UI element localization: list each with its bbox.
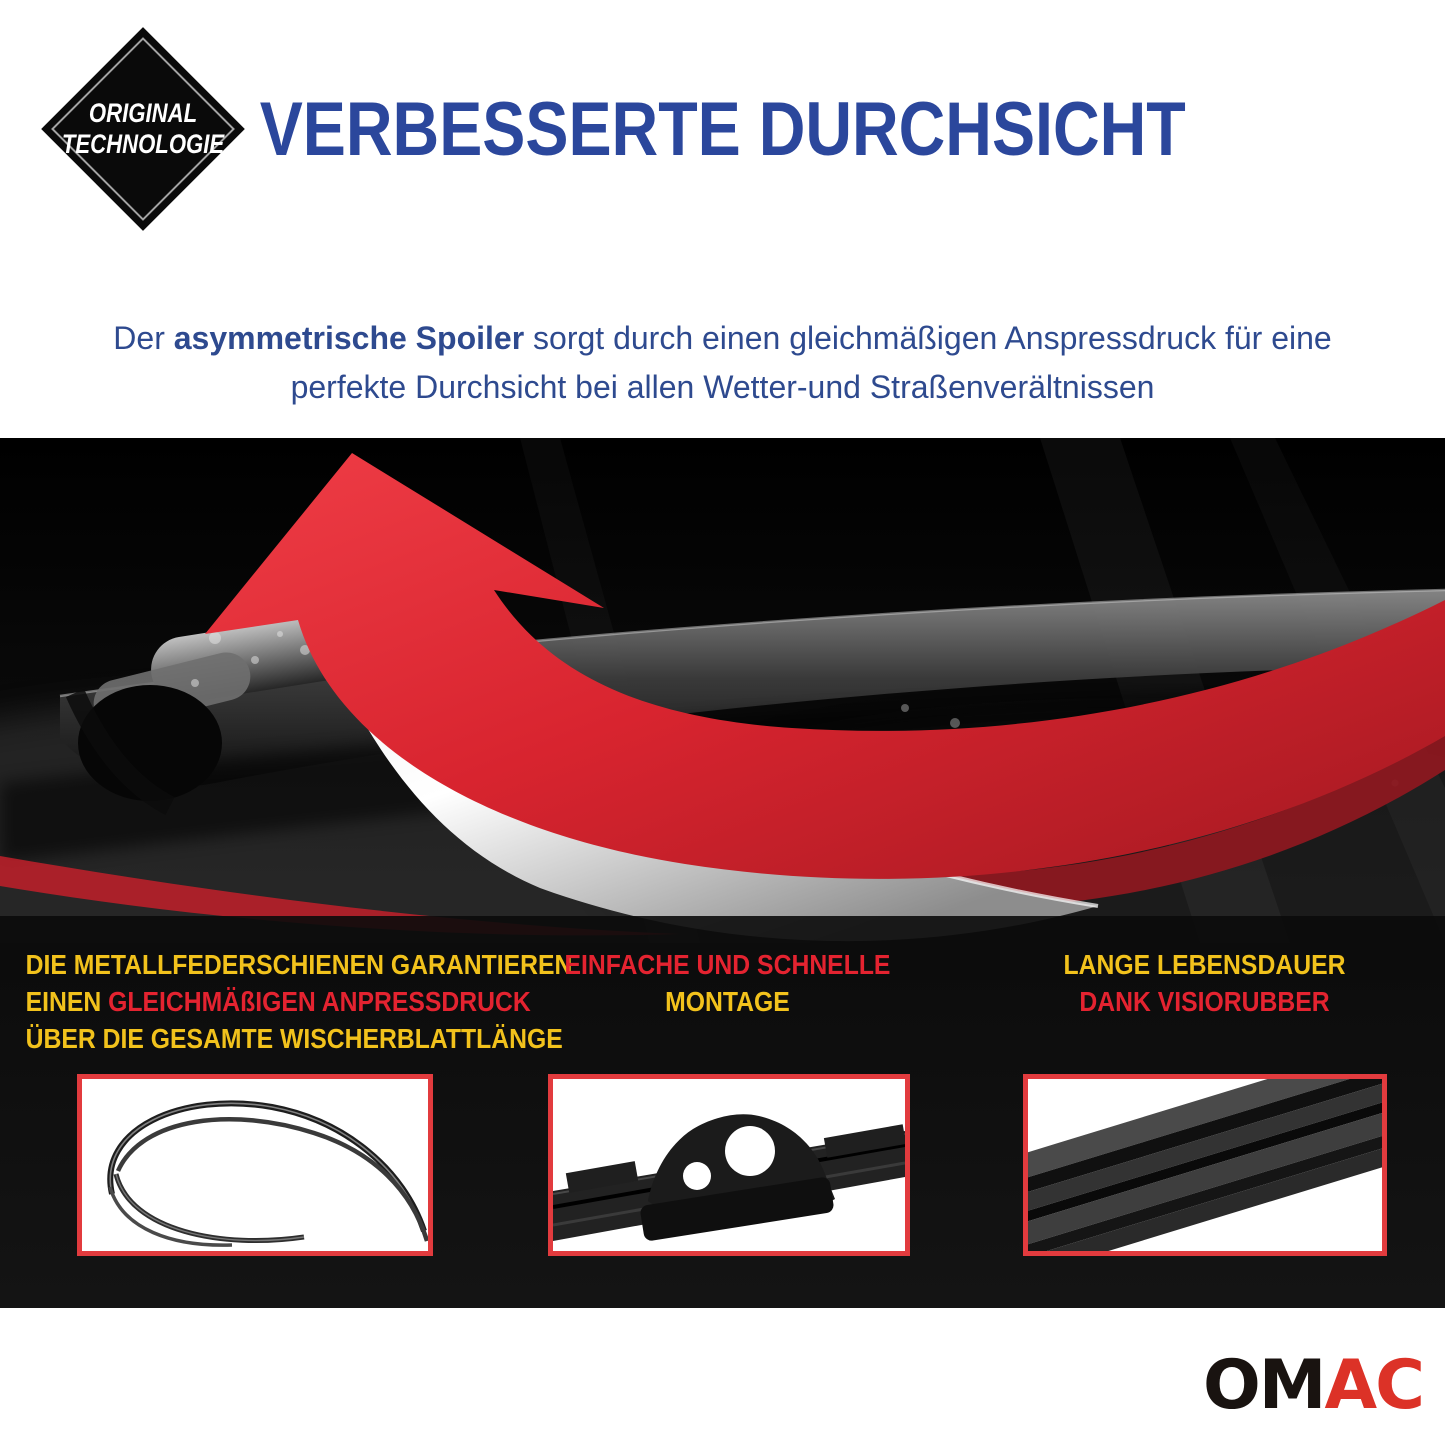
photo-mounting-adapter: [548, 1074, 910, 1256]
feature-line-part: GLEICHMÄßIGEN ANPRESSDRUCK: [108, 986, 531, 1017]
feature-captions: [0, 946, 1445, 1076]
badge-text: [40, 26, 246, 232]
intro-text-c: sorgt durch einen gleichmäßigen Anspressdruck für eine: [524, 320, 1332, 356]
feature-long-life: [962, 946, 1445, 1020]
feature-line: DANK VISIORUBBER: [1079, 986, 1330, 1017]
intro-line-2: perfekte Durchsicht bei allen Wetter-und Straßenverältnissen: [290, 369, 1155, 405]
omac-logo-red-part: AC: [1324, 1346, 1423, 1425]
feature-line: DIE METALLFEDERSCHIENEN GARANTIEREN: [25, 949, 573, 980]
photo-rubber-blade: [1023, 1074, 1387, 1256]
feature-line: EINFACHE UND SCHNELLE: [564, 949, 891, 980]
feature-line: LANGE LEBENSDAUER: [1063, 949, 1346, 980]
feature-metal-rails: [0, 946, 573, 1057]
metal-spring-rails-image: [82, 1079, 428, 1251]
feature-panel: [0, 438, 1445, 1308]
original-technologie-badge: [40, 26, 246, 232]
feature-line: ÜBER DIE GESAMTE WISCHERBLATTLÄNGE: [25, 1023, 563, 1054]
rubber-blade-image: [1028, 1079, 1382, 1251]
intro-bold-text: asymmetrische Spoiler: [173, 320, 525, 356]
badge-line-2: TECHNOLOGIE: [61, 129, 225, 159]
product-photos: [0, 1074, 1445, 1256]
wiper-airflow-illustration: [0, 438, 1445, 943]
intro-paragraph: [0, 314, 1445, 412]
omac-logo: [1202, 1346, 1423, 1425]
page-title-text: VERBESSERTE DURCHSICHT: [259, 87, 1186, 172]
photo-metal-spring-rails: [77, 1074, 433, 1256]
feature-line-part: EINEN: [25, 986, 109, 1017]
intro-line-1: [0, 314, 1445, 363]
intro-text-a: Der: [113, 320, 174, 356]
badge-line-1: ORIGINAL: [88, 98, 198, 128]
mounting-adapter-image: [553, 1079, 905, 1251]
feature-line: [25, 983, 531, 1020]
feature-easy-montage: [515, 946, 940, 1020]
omac-logo-black-part: OM: [1202, 1346, 1325, 1425]
feature-line: MONTAGE: [665, 986, 790, 1017]
